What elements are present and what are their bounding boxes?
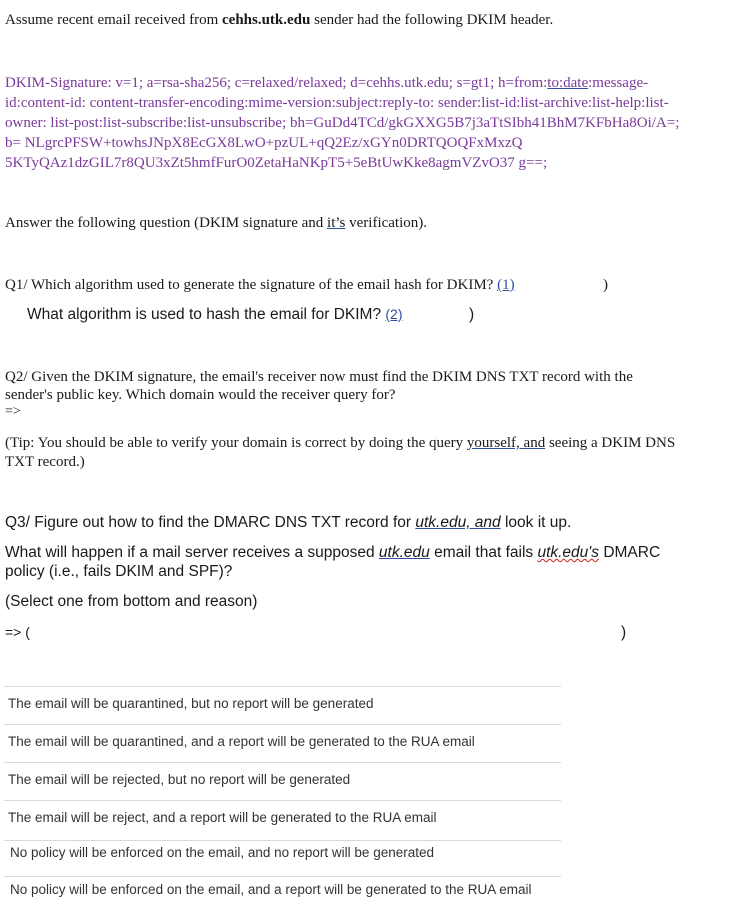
dkim-line-3: owner: list-post:list-subscribe:list-unsubscribe; bh=GuDd4TCd/gkGXXG5B7j3aTtSIbh41BhM7KFbHa8Oi/A=; <box>5 115 680 131</box>
option-2[interactable] <box>4 724 561 763</box>
tip-suffix: seeing a DKIM DNS <box>545 435 676 451</box>
to-date-link[interactable]: to:date <box>547 75 589 91</box>
intro-suffix: sender had the following DKIM header. <box>310 12 554 28</box>
dkim-line-4: b= NLgrcPFSW+towhsJNpX8EcGX8LwO+pzUL+qQ2Ez/xGYn0DRTQOQFxMxzQ <box>5 135 523 151</box>
answer-intro-suffix: verification). <box>345 215 428 231</box>
option-5[interactable] <box>4 840 561 877</box>
option-3[interactable] <box>4 762 561 801</box>
q2-line-2: sender's public key. Which domain would the receiver query for? <box>5 387 396 403</box>
q3-line-2-start: What will happen if a mail server receives a supposed <box>5 544 379 561</box>
q2-line-1: Q2/ Given the DKIM signature, the email's receiver now must find the DKIM DNS TXT record with the <box>5 369 633 385</box>
q2-tip-line-2: TXT record.) <box>5 454 85 470</box>
dkim-line-1-end: :message- <box>588 75 649 91</box>
option-4[interactable] <box>4 800 561 841</box>
q3-answer-close: ) <box>621 624 627 641</box>
answer-intro-prefix: Answer the following question (DKIM signature and <box>5 215 328 231</box>
q1-close-paren-1: ) <box>603 277 608 293</box>
q1-answer-blank-2[interactable]: (2) <box>385 306 403 322</box>
utk-edu-link-2[interactable]: utk.edu <box>378 544 430 561</box>
q2-tip-line-1 <box>5 435 675 452</box>
dkim-line-5: 5KTyQAz1dzGIL7r8QU3xZt5hmfFurO0ZetaHaNKpT5+5eBtUwKke8agmVZvO37 g==; <box>5 155 548 171</box>
tip-prefix: (Tip: You should be able to verify your domain is correct by doing the query <box>5 435 467 451</box>
answer-intro <box>5 215 427 232</box>
dkim-line-1-start: DKIM-Signature: v=1; a=rsa-sha256; c=relaxed/relaxed; d=cehhs.utk.edu; s=gt1; h=from: <box>5 75 548 91</box>
option-4-label: The email will be reject, and a report will be generated to the RUA email <box>8 810 437 825</box>
sender-domain: cehhs.utk.edu <box>222 12 311 28</box>
q2-answer-arrow[interactable]: => <box>5 404 21 419</box>
intro-prefix: Assume recent email received from <box>5 12 222 28</box>
option-1[interactable] <box>4 686 561 725</box>
q3-line-1 <box>5 514 571 532</box>
dkim-line-2: id:content-id: content-transfer-encoding:mime-version:subject:reply-to: sender:list-id:list-archive:list-help:list- <box>5 95 669 111</box>
q3-line-1-end: look it up. <box>500 514 572 531</box>
option-1-label: The email will be quarantined, but no report will be generated <box>8 696 374 711</box>
q1-question <box>5 277 515 294</box>
option-5-label: No policy will be enforced on the email, and no report will be generated <box>10 845 434 860</box>
q3-line-1-start: Q3/ Figure out how to find the DMARC DNS TXT record for <box>5 514 416 531</box>
q3-line-2 <box>5 544 660 562</box>
q1-text: Q1/ Which algorithm used to generate the signature of the email hash for DKIM? <box>5 277 498 293</box>
option-3-label: The email will be rejected, but no report will be generated <box>8 772 351 787</box>
q1-subquestion <box>27 306 403 324</box>
q3-answer-open[interactable]: => ( <box>5 624 30 640</box>
q1-sub-text: What algorithm is used to hash the email for DKIM? <box>27 306 386 323</box>
utk-edus-misspelled: utk.edu's <box>537 544 600 561</box>
q3-line-3: policy (i.e., fails DKIM and SPF)? <box>5 563 233 580</box>
yourself-link[interactable]: yourself, and <box>466 435 546 451</box>
option-6[interactable] <box>4 876 561 907</box>
q3-line-2-end: DMARC <box>599 544 661 561</box>
utk-edu-link[interactable]: utk.edu, and <box>415 514 501 531</box>
intro-line <box>5 12 553 29</box>
option-6-label: No policy will be enforced on the email, and a report will be generated to the RUA email <box>10 882 532 897</box>
its-link[interactable]: it’s <box>327 215 346 231</box>
dkim-line-1 <box>5 75 648 92</box>
q1-answer-blank-1[interactable]: (1) <box>497 277 515 293</box>
q3-line-2-mid: email that fails <box>429 544 538 561</box>
q3-instruction: (Select one from bottom and reason) <box>5 593 258 610</box>
q1-close-paren-2: ) <box>469 306 475 323</box>
option-2-label: The email will be quarantined, and a report will be generated to the RUA email <box>8 734 475 749</box>
